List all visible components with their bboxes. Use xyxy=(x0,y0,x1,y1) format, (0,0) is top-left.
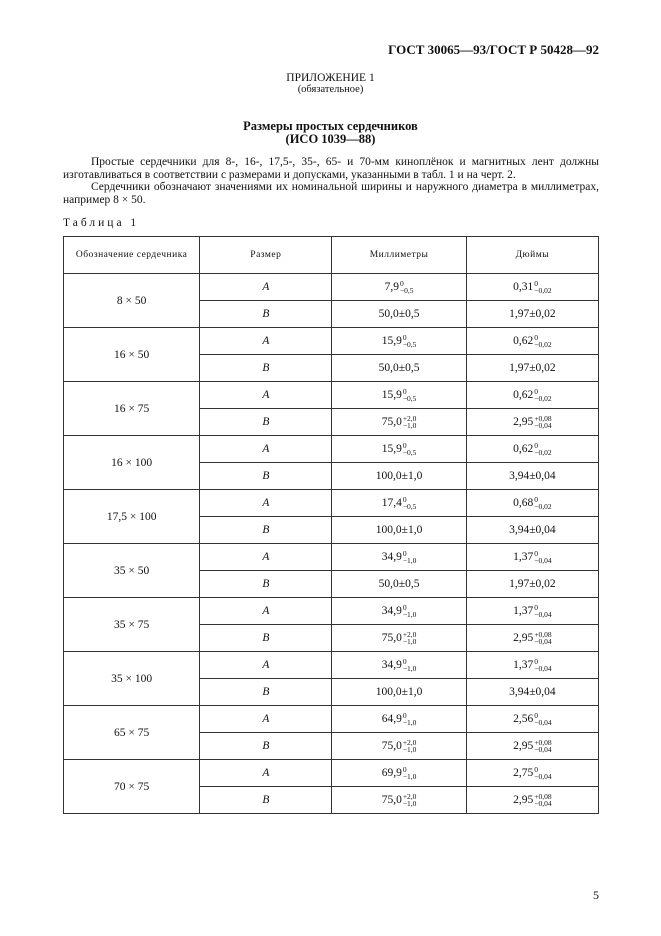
value-cell xyxy=(332,301,466,328)
value-cell xyxy=(466,274,598,301)
dimension-value xyxy=(513,335,551,347)
tolerance xyxy=(534,388,551,402)
upper-tolerance: 0 xyxy=(534,495,538,504)
tolerance xyxy=(403,793,417,807)
upper-tolerance: 0 xyxy=(402,765,407,774)
lower-tolerance: −0,04 xyxy=(534,772,552,781)
dimension-value xyxy=(382,497,417,509)
value-cell xyxy=(332,436,466,463)
value-cell xyxy=(466,733,598,760)
dimension-base: 2,95 xyxy=(513,415,534,428)
value-cell xyxy=(466,544,598,571)
dimension-base: 7,9 xyxy=(384,280,399,293)
upper-tolerance: 0 xyxy=(534,657,538,666)
dimension-base: 34,9 xyxy=(381,658,402,671)
paragraph: Простые сердечники для 8-, 16-, 17,5-, 35-, 65- и 70-мм киноплёнок и магнитных лент должны изготавливаться в соответствии с размерами и допусками, указанными в табл. 1 и на черт. 2. xyxy=(63,156,599,181)
dimension-base: 0,68 xyxy=(513,496,534,509)
table-row xyxy=(64,544,599,571)
size-label: B xyxy=(200,355,332,382)
value-cell xyxy=(332,706,466,733)
tolerance xyxy=(403,631,417,645)
value-cell xyxy=(332,679,466,706)
tolerance xyxy=(534,658,551,672)
size-label: B xyxy=(200,679,332,706)
table-row xyxy=(64,328,599,355)
lower-tolerance: −0,5 xyxy=(402,448,417,457)
lower-tolerance: −1,0 xyxy=(402,718,417,727)
upper-tolerance: 0 xyxy=(534,441,538,450)
dimension-value xyxy=(513,551,551,563)
value-cell xyxy=(466,382,598,409)
dimension-base: 0,31 xyxy=(513,280,534,293)
value-cell xyxy=(332,733,466,760)
value-cell xyxy=(466,652,598,679)
upper-tolerance: +2,0 xyxy=(402,738,417,747)
dimension-value xyxy=(382,632,417,644)
value-cell xyxy=(332,787,466,814)
lower-tolerance: −1,0 xyxy=(402,799,417,808)
size-label: A xyxy=(200,706,332,733)
lower-tolerance: −0,5 xyxy=(399,286,414,295)
core-designation: 16 × 50 xyxy=(64,328,200,382)
tolerance xyxy=(534,739,551,753)
tolerance xyxy=(534,793,551,807)
size-label: B xyxy=(200,463,332,490)
dimension-value xyxy=(513,794,551,806)
lower-tolerance: −1,0 xyxy=(402,556,417,565)
table-row xyxy=(64,436,599,463)
lower-tolerance: −0,02 xyxy=(534,340,552,349)
value-cell xyxy=(466,598,598,625)
core-designation: 8 × 50 xyxy=(64,274,200,328)
dimension-value: 50,0±0,5 xyxy=(378,308,420,320)
upper-tolerance: +0,08 xyxy=(534,792,552,801)
value-cell xyxy=(332,517,466,544)
lower-tolerance: −0,5 xyxy=(402,340,417,349)
dimension-base: 75,0 xyxy=(381,793,402,806)
table-row xyxy=(64,760,599,787)
dimension-value xyxy=(382,605,417,617)
upper-tolerance: 0 xyxy=(402,711,407,720)
upper-tolerance: +0,08 xyxy=(534,414,552,423)
dimension-base: 75,0 xyxy=(381,739,402,752)
lower-tolerance: −0,02 xyxy=(534,394,552,403)
tolerance xyxy=(403,442,417,456)
section-heading xyxy=(0,120,661,146)
table-row xyxy=(64,652,599,679)
dimension-value xyxy=(513,281,551,293)
dimension-base: 15,9 xyxy=(381,442,402,455)
lower-tolerance: −0,5 xyxy=(402,394,417,403)
dimension-base: 1,37 xyxy=(513,604,534,617)
lower-tolerance: −1,0 xyxy=(402,421,417,430)
value-cell xyxy=(332,328,466,355)
value-cell xyxy=(332,409,466,436)
value-cell xyxy=(466,436,598,463)
upper-tolerance: +0,08 xyxy=(534,630,552,639)
size-label: A xyxy=(200,328,332,355)
dimension-value xyxy=(382,767,417,779)
dimension-base: 64,9 xyxy=(381,712,402,725)
dimension-value: 50,0±0,5 xyxy=(378,362,420,374)
dimension-value: 100,0±1,0 xyxy=(375,686,423,698)
column-header: Обозначение сердечника xyxy=(64,237,200,274)
upper-tolerance: 0 xyxy=(534,765,538,774)
dimension-value xyxy=(513,497,551,509)
size-label: A xyxy=(200,598,332,625)
value-cell xyxy=(332,382,466,409)
value-cell xyxy=(332,490,466,517)
dimension-base: 2,75 xyxy=(513,766,534,779)
dimension-value xyxy=(513,416,551,428)
size-label: A xyxy=(200,382,332,409)
dimension-base: 34,9 xyxy=(381,604,402,617)
upper-tolerance: 0 xyxy=(402,387,407,396)
upper-tolerance: 0 xyxy=(402,657,407,666)
lower-tolerance: −1,0 xyxy=(402,664,417,673)
dimension-value: 3,94±0,04 xyxy=(509,524,556,536)
core-designation: 70 × 75 xyxy=(64,760,200,814)
upper-tolerance: 0 xyxy=(402,549,407,558)
table-row xyxy=(64,274,599,301)
size-label: B xyxy=(200,787,332,814)
upper-tolerance: 0 xyxy=(534,279,538,288)
dimension-value xyxy=(382,416,417,428)
dimension-base: 1,37 xyxy=(513,550,534,563)
document-header: ГОСТ 30065—93/ГОСТ Р 50428—92 xyxy=(388,42,599,57)
lower-tolerance: −0,5 xyxy=(402,502,417,511)
dimension-value: 3,94±0,04 xyxy=(509,470,556,482)
value-cell xyxy=(466,409,598,436)
value-cell xyxy=(332,760,466,787)
upper-tolerance: 0 xyxy=(402,495,407,504)
value-cell xyxy=(466,328,598,355)
size-label: A xyxy=(200,274,332,301)
value-cell xyxy=(332,463,466,490)
lower-tolerance: −1,0 xyxy=(402,610,417,619)
tolerance xyxy=(534,604,551,618)
dimension-value xyxy=(382,713,417,725)
dimension-base: 17,4 xyxy=(381,496,402,509)
value-cell xyxy=(466,679,598,706)
dimension-value: 100,0±1,0 xyxy=(375,470,423,482)
lower-tolerance: −0,02 xyxy=(534,286,552,295)
upper-tolerance: 0 xyxy=(534,387,538,396)
dimension-value: 1,97±0,02 xyxy=(509,308,556,320)
dimension-base: 15,9 xyxy=(381,388,402,401)
appendix-title: ПРИЛОЖЕНИЕ 1 xyxy=(286,72,375,84)
section-title: Размеры простых сердечников xyxy=(243,119,418,133)
core-designation: 16 × 75 xyxy=(64,382,200,436)
dimension-value xyxy=(513,767,551,779)
dimension-base: 2,95 xyxy=(513,631,534,644)
core-designation: 35 × 100 xyxy=(64,652,200,706)
tolerance xyxy=(403,739,417,753)
size-label: B xyxy=(200,517,332,544)
upper-tolerance: 0 xyxy=(402,441,407,450)
dimension-value xyxy=(513,740,551,752)
value-cell xyxy=(332,625,466,652)
dimension-base: 75,0 xyxy=(381,415,402,428)
tolerance xyxy=(403,388,417,402)
dimension-value xyxy=(382,335,417,347)
tolerance xyxy=(534,631,551,645)
value-cell xyxy=(332,652,466,679)
tolerance xyxy=(403,496,417,510)
dimension-value xyxy=(382,389,417,401)
dimension-value xyxy=(382,551,417,563)
table-header-row xyxy=(64,237,599,274)
dimension-value: 100,0±1,0 xyxy=(375,524,423,536)
upper-tolerance: +2,0 xyxy=(402,792,417,801)
upper-tolerance: 0 xyxy=(534,333,538,342)
value-cell xyxy=(332,598,466,625)
tolerance xyxy=(403,334,417,348)
dimension-value xyxy=(513,389,551,401)
column-header: Размер xyxy=(200,237,332,274)
tolerance xyxy=(534,712,551,726)
upper-tolerance: 0 xyxy=(534,549,538,558)
core-designation: 35 × 75 xyxy=(64,598,200,652)
tolerance xyxy=(403,550,417,564)
size-label: A xyxy=(200,544,332,571)
lower-tolerance: −0,02 xyxy=(534,502,552,511)
tolerance xyxy=(403,415,417,429)
tolerance xyxy=(403,712,417,726)
dimension-base: 2,95 xyxy=(513,793,534,806)
page-number: 5 xyxy=(593,888,599,902)
value-cell xyxy=(466,463,598,490)
value-cell xyxy=(332,355,466,382)
tolerance xyxy=(534,442,551,456)
dimension-value xyxy=(513,605,551,617)
core-designation: 65 × 75 xyxy=(64,706,200,760)
value-cell xyxy=(466,490,598,517)
tolerance xyxy=(403,604,417,618)
dimension-base: 69,9 xyxy=(381,766,402,779)
table-caption: Таблица 1 xyxy=(63,217,140,229)
dimension-value xyxy=(513,659,551,671)
tolerance xyxy=(534,334,551,348)
section-subtitle: (ИСО 1039—88) xyxy=(285,132,376,146)
value-cell xyxy=(466,706,598,733)
lower-tolerance: −0,04 xyxy=(534,664,552,673)
size-label: A xyxy=(200,760,332,787)
tolerance xyxy=(400,280,414,294)
dimension-value xyxy=(513,632,551,644)
dimension-value: 50,0±0,5 xyxy=(378,578,420,590)
value-cell xyxy=(466,625,598,652)
core-designation: 17,5 × 100 xyxy=(64,490,200,544)
tolerance xyxy=(534,550,551,564)
lower-tolerance: −0,04 xyxy=(534,799,552,808)
table-row xyxy=(64,598,599,625)
value-cell xyxy=(466,760,598,787)
tolerance xyxy=(403,658,417,672)
dimension-value: 1,97±0,02 xyxy=(509,578,556,590)
tolerance xyxy=(534,415,551,429)
dimension-value xyxy=(385,281,414,293)
upper-tolerance: +2,0 xyxy=(402,414,417,423)
dimension-base: 1,37 xyxy=(513,658,534,671)
appendix-subtitle: (обязательное) xyxy=(297,84,364,95)
value-cell xyxy=(466,355,598,382)
dimension-base: 34,9 xyxy=(381,550,402,563)
value-cell xyxy=(332,544,466,571)
lower-tolerance: −1,0 xyxy=(402,745,417,754)
core-designation: 16 × 100 xyxy=(64,436,200,490)
tolerance xyxy=(534,280,551,294)
lower-tolerance: −0,04 xyxy=(534,745,552,754)
value-cell xyxy=(466,571,598,598)
value-cell xyxy=(332,571,466,598)
upper-tolerance: 0 xyxy=(399,279,404,288)
size-label: B xyxy=(200,733,332,760)
lower-tolerance: −0,04 xyxy=(534,610,552,619)
size-label: A xyxy=(200,490,332,517)
column-header: Миллиметры xyxy=(332,237,466,274)
upper-tolerance: 0 xyxy=(402,333,407,342)
dimension-base: 0,62 xyxy=(513,388,534,401)
lower-tolerance: −0,04 xyxy=(534,421,552,430)
dimension-value xyxy=(513,443,551,455)
tolerance xyxy=(534,766,551,780)
size-label: B xyxy=(200,571,332,598)
tolerance xyxy=(403,766,417,780)
size-label: B xyxy=(200,301,332,328)
lower-tolerance: −0,04 xyxy=(534,718,552,727)
dimension-value xyxy=(382,794,417,806)
upper-tolerance: +0,08 xyxy=(534,738,552,747)
table-row xyxy=(64,382,599,409)
core-designation: 35 × 50 xyxy=(64,544,200,598)
value-cell xyxy=(466,517,598,544)
value-cell xyxy=(466,787,598,814)
dimension-base: 15,9 xyxy=(381,334,402,347)
table-row xyxy=(64,706,599,733)
upper-tolerance: 0 xyxy=(534,711,538,720)
dimension-value xyxy=(382,659,417,671)
upper-tolerance: +2,0 xyxy=(402,630,417,639)
dimensions-table xyxy=(63,236,599,814)
value-cell xyxy=(332,274,466,301)
dimension-base: 2,56 xyxy=(513,712,534,725)
dimension-base: 2,95 xyxy=(513,739,534,752)
dimension-value xyxy=(382,740,417,752)
lower-tolerance: −1,0 xyxy=(402,772,417,781)
appendix-heading xyxy=(0,72,661,96)
value-cell xyxy=(466,301,598,328)
tolerance xyxy=(534,496,551,510)
lower-tolerance: −0,04 xyxy=(534,637,552,646)
dimension-base: 75,0 xyxy=(381,631,402,644)
dimension-base: 0,62 xyxy=(513,442,534,455)
size-label: B xyxy=(200,625,332,652)
lower-tolerance: −1,0 xyxy=(402,637,417,646)
table-row xyxy=(64,490,599,517)
lower-tolerance: −0,04 xyxy=(534,556,552,565)
paragraph: Сердечники обозначают значениями их номинальной ширины и наружного диаметра в миллиметрах, например 8 × 50. xyxy=(63,181,599,206)
dimension-value: 3,94±0,04 xyxy=(509,686,556,698)
upper-tolerance: 0 xyxy=(534,603,538,612)
dimension-value xyxy=(513,713,551,725)
size-label: A xyxy=(200,652,332,679)
size-label: B xyxy=(200,409,332,436)
column-header: Дюймы xyxy=(466,237,598,274)
dimension-value xyxy=(382,443,417,455)
lower-tolerance: −0,02 xyxy=(534,448,552,457)
size-label: A xyxy=(200,436,332,463)
upper-tolerance: 0 xyxy=(402,603,407,612)
dimension-value: 1,97±0,02 xyxy=(509,362,556,374)
dimension-base: 0,62 xyxy=(513,334,534,347)
